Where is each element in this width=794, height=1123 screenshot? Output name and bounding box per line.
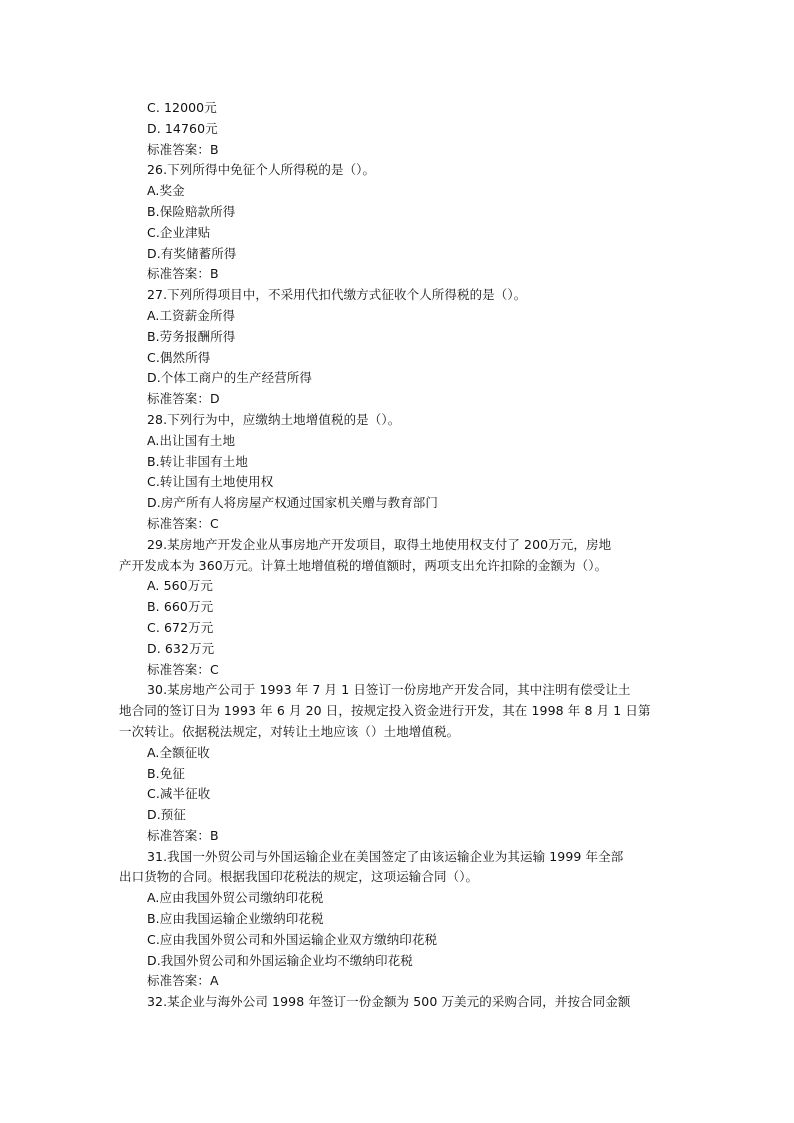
answer-option: C. 12000元 [147,100,217,115]
standard-answer: 标准答案：D [147,391,220,407]
standard-answer: 标准答案：B [147,141,219,157]
answer-option: A.全额征收 [147,744,210,760]
standard-answer: 标准答案：B [147,827,219,843]
question-text: 30.某房地产公司于 1993 年 7 月 1 日签订一份房地产开发合同，其中注明有偿受让土 [147,682,631,698]
answer-option: A. 560万元 [147,578,213,594]
question-text: 26.下列所得中免征个人所得税的是（）。 [147,162,376,178]
answer-option: D.个体工商户的生产经营所得 [147,370,312,386]
answer-option: A.应由我国外贸公司缴纳印花税 [147,890,324,906]
answer-option: D.有奖储蓄所得 [147,245,237,261]
question-text: 28.下列行为中，应缴纳土地增值税的是（）。 [147,411,401,427]
answer-option: D.房产所有人将房屋产权通过国家机关赠与教育部门 [147,495,438,511]
answer-option: D.我国外贸公司和外国运输企业均不缴纳印花税 [147,952,413,968]
standard-answer: 标准答案：C [147,661,219,677]
answer-option: C. 672万元 [147,619,214,635]
answer-option: B.免征 [147,765,185,781]
answer-option: C.转让国有土地使用权 [147,474,274,490]
question-text-continued: 出口货物的合同。根据我国印花税法的规定，这项运输合同（）。 [119,869,479,885]
question-text: 32.某企业与海外公司 1998 年签订一份金额为 500 万美元的采购合同，并按合同金额 [147,994,631,1010]
document-body [119,98,667,1013]
answer-option: D. 632万元 [147,640,215,656]
standard-answer: 标准答案：A [147,973,219,989]
answer-option: A.工资薪金所得 [147,307,236,323]
answer-option: B.应由我国运输企业缴纳印花税 [147,911,324,927]
standard-answer: 标准答案：B [147,266,219,282]
question-text: 27.下列所得项目中，不采用代扣代缴方式征收个人所得税的是（）。 [147,287,527,303]
answer-option: B.劳务报酬所得 [147,328,236,344]
answer-option: B. 660万元 [147,599,214,615]
answer-option: D.预征 [147,807,186,823]
question-text-continued: 一次转让。依据税法规定，对转让土地应该（）土地增值税。 [119,723,460,739]
question-text: 31.我国一外贸公司与外国运输企业在美国签定了由该运输企业为其运输 1999 年全部 [147,848,624,864]
answer-option: C.应由我国外贸公司和外国运输企业双方缴纳印花税 [147,931,438,947]
answer-option: C.企业津贴 [147,224,211,240]
answer-option: C.减半征收 [147,786,211,802]
answer-option: B.保险赔款所得 [147,203,236,219]
question-text: 29.某房地产开发企业从事房地产开发项目，取得土地使用权支付了 200万元，房地 [147,536,612,552]
document-page [119,98,667,1013]
answer-option: D. 14760元 [147,120,218,136]
answer-option: B.转让非国有土地 [147,453,248,469]
standard-answer: 标准答案：C [147,515,219,531]
question-text-continued: 地合同的签订日为 1993 年 6 月 20 日，按规定投入资金进行开发，其在 1998 年 8 月 1 日第 [119,703,651,719]
answer-option: A.出让国有土地 [147,432,236,448]
answer-option: C.偶然所得 [147,349,211,365]
question-text-continued: 产开发成本为 360万元。计算土地增值税的增值额时，两项支出允许扣除的金额为（）。 [119,557,608,573]
answer-option: A.奖金 [147,183,185,199]
